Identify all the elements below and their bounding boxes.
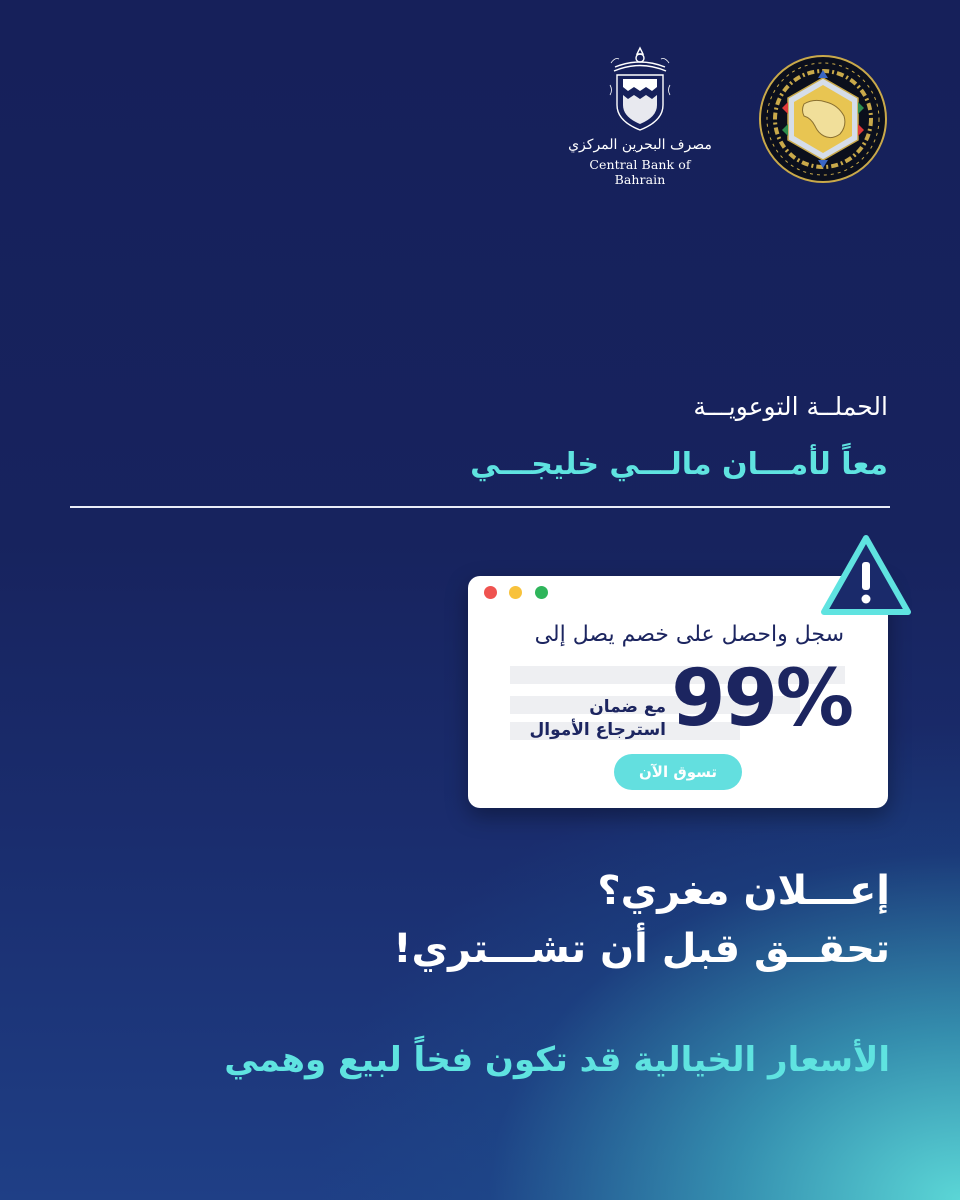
warning-message: الأسعار الخيالية قد تكون فخاً لبيع وهمي (224, 1040, 890, 1080)
cbb-english-name: Central Bank of Bahrain (589, 157, 691, 187)
campaign-slogan: معاً لأمـــان مالـــي خليجـــي (470, 447, 888, 482)
window-maximize-dot (535, 586, 548, 599)
cbb-arabic-name: مصرف البحرين المركزي (568, 137, 712, 153)
window-minimize-dot (509, 586, 522, 599)
ad-guarantee-line-1: مع ضمان (589, 697, 666, 717)
gcc-emblem-icon (758, 54, 888, 184)
divider (70, 506, 890, 508)
ad-guarantee-line-2: استرجاع الأموال (529, 719, 666, 740)
ad-guarantee (530, 696, 666, 742)
campaign-label: الحملــة التوعويـــة (693, 392, 888, 421)
shop-now-button[interactable]: تسوق الآن (614, 754, 742, 790)
cbb-logo (565, 45, 715, 185)
ad-discount-percent: 99% (671, 654, 852, 744)
headline-line-2: تحقــق قبل أن تشـــتري! (393, 926, 890, 972)
ad-headline: سجل واحصل على خصم يصل إلى (534, 622, 844, 647)
headline-line-1: إعـــلان مغري؟ (597, 868, 890, 914)
cbb-emblem-icon (609, 45, 671, 133)
window-close-dot (484, 586, 497, 599)
warning-icon (818, 532, 914, 620)
